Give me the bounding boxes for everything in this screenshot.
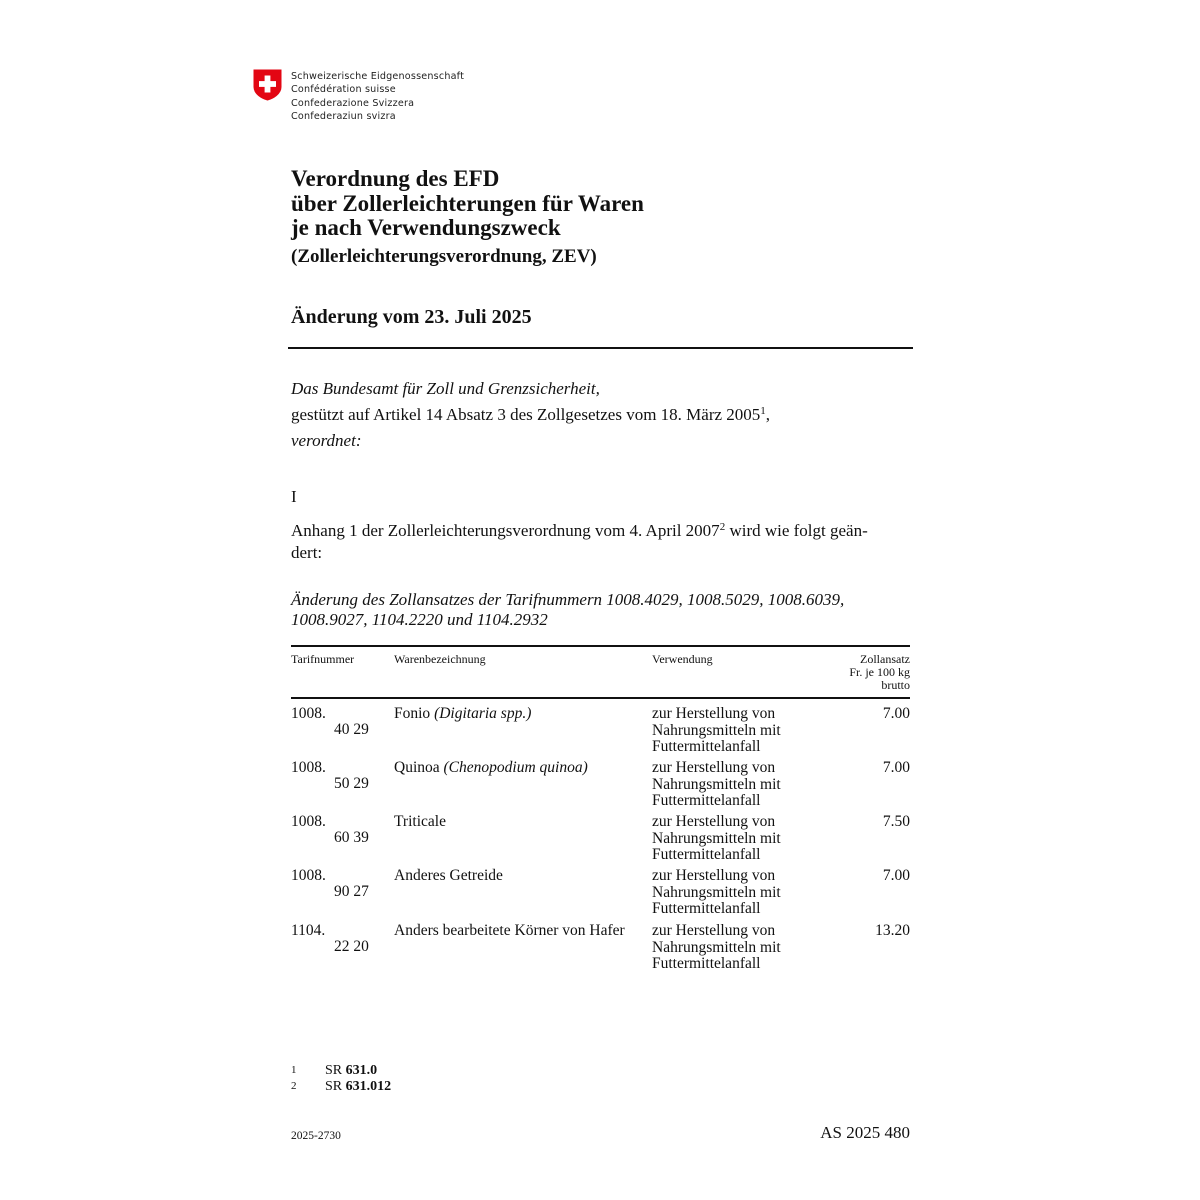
row-goods-latin: (Digitaria spp.) xyxy=(434,705,532,722)
row-goods xyxy=(394,760,588,777)
table-row xyxy=(0,868,1200,922)
table-row xyxy=(0,814,1200,868)
section-text-line-2: dert: xyxy=(291,543,323,562)
preamble-basis-text: gestützt auf Artikel 14 Absatz 3 des Zollgesetzes vom 18. März 2005 xyxy=(291,405,761,424)
short-title: (Zollerleichterungsverordnung, ZEV) xyxy=(291,246,597,267)
table-header-goods: Warenbezeichnung xyxy=(394,652,486,666)
row-rate: 13.20 xyxy=(875,922,910,939)
row-use-line-1: zur Herstellung von xyxy=(652,813,776,830)
table-header-rate-line-2: Fr. je 100 kg xyxy=(849,665,910,679)
table-header-use: Verwendung xyxy=(652,652,713,666)
row-use xyxy=(652,868,781,918)
row-tariff-suffix: 90 27 xyxy=(334,883,369,900)
row-use-line-2: Nahrungsmitteln mit xyxy=(652,938,781,956)
row-use xyxy=(652,706,781,756)
row-tariff-prefix: 1104. xyxy=(291,922,326,939)
row-use-line-3: Futtermittelanfall xyxy=(652,792,761,809)
confederation-names xyxy=(291,70,464,124)
amendment-date: Änderung vom 23. Juli 2025 xyxy=(291,306,532,328)
section-text-a: Anhang 1 der Zollerleichterungsverordnung vom 4. April 2007 xyxy=(291,521,720,540)
row-use xyxy=(652,760,781,810)
table-caption-line-2: 1008.9027, 1104.2220 und 1104.2932 xyxy=(291,610,548,629)
row-rate: 7.00 xyxy=(882,759,910,776)
official-collection-ref: AS 2025 480 xyxy=(820,1123,910,1142)
row-use-line-1: zur Herstellung von xyxy=(652,867,776,884)
title-line-3: je nach Verwendungszweck xyxy=(291,215,561,240)
section-text-line-1 xyxy=(291,520,868,542)
section-number: I xyxy=(291,487,297,506)
table-row xyxy=(0,923,1200,977)
table-row xyxy=(0,760,1200,814)
confederation-name-rm: Confederaziun svizra xyxy=(291,111,396,123)
table-header-tariff: Tarifnummer xyxy=(291,652,355,666)
row-use-line-3: Futtermittelanfall xyxy=(652,738,761,755)
row-goods-name: Anders bearbeitete Körner von Hafer xyxy=(394,922,625,939)
row-use-line-3: Futtermittelanfall xyxy=(652,846,761,863)
preamble-decrees: verordnet: xyxy=(291,431,362,450)
row-goods-latin: (Chenopodium quinoa) xyxy=(443,759,588,776)
confederation-name-de: Schweizerische Eidgenossenschaft xyxy=(291,71,465,82)
row-use-line-1: zur Herstellung von xyxy=(652,922,776,939)
row-use-line-1: zur Herstellung von xyxy=(652,705,776,722)
row-tariff-prefix: 1008. xyxy=(291,759,326,776)
preamble-basis-end: , xyxy=(765,405,771,424)
swiss-cross-icon xyxy=(253,69,282,101)
preamble-authority: Das Bundesamt für Zoll und Grenzsicherheit, xyxy=(291,379,600,398)
row-use-line-2: Nahrungsmitteln mit xyxy=(652,775,781,793)
section-text-b: wird wie folgt geän- xyxy=(725,521,868,540)
row-use xyxy=(652,814,781,864)
row-tariff-prefix: 1008. xyxy=(291,813,326,830)
row-goods xyxy=(394,706,531,723)
title-line-1: Verordnung des EFD xyxy=(291,166,500,191)
row-goods xyxy=(394,814,446,831)
document-number: 2025-2730 xyxy=(291,1130,341,1142)
row-tariff-suffix: 60 39 xyxy=(334,829,369,846)
row-tariff-prefix: 1008. xyxy=(291,867,326,884)
row-use-line-2: Nahrungsmitteln mit xyxy=(652,829,781,847)
title-divider xyxy=(288,347,913,349)
preamble-basis xyxy=(291,404,770,426)
footnote-ref-1[interactable]: 1 xyxy=(760,405,766,417)
row-rate: 7.50 xyxy=(882,813,910,830)
table-header-rate-line-3: brutto xyxy=(881,678,910,692)
table-row xyxy=(0,706,1200,760)
confederation-name-fr: Confédération suisse xyxy=(291,84,396,96)
footnote-number: 2 xyxy=(291,1080,297,1092)
footnote-prefix: SR xyxy=(325,1079,346,1094)
row-goods-name: Triticale xyxy=(394,813,446,830)
row-use-line-2: Nahrungsmitteln mit xyxy=(652,883,781,901)
row-use-line-3: Futtermittelanfall xyxy=(652,900,761,917)
footnote-text xyxy=(325,1079,391,1095)
row-use-line-3: Futtermittelanfall xyxy=(652,955,761,972)
row-rate: 7.00 xyxy=(882,705,910,722)
row-rate: 7.00 xyxy=(882,867,910,884)
row-use-line-2: Nahrungsmitteln mit xyxy=(652,721,781,739)
table-header-rate xyxy=(790,653,910,692)
title-line-2: über Zollerleichterungen für Waren xyxy=(291,190,644,216)
footnote-sr-ref[interactable]: 631.012 xyxy=(345,1079,392,1094)
row-tariff-prefix: 1008. xyxy=(291,705,326,722)
table-caption-line-1: Änderung des Zollansatzes der Tarifnummern 1008.4029, 1008.5029, 1008.6039, xyxy=(291,590,845,609)
document-title xyxy=(291,167,644,241)
row-use xyxy=(652,923,781,973)
table-header-rate-line-1: Zollansatz xyxy=(860,652,910,666)
row-goods-name: Anderes Getreide xyxy=(394,867,503,884)
footnote-number: 1 xyxy=(291,1064,297,1076)
row-tariff-suffix: 50 29 xyxy=(334,775,369,792)
footnote-sr-ref[interactable]: 631.0 xyxy=(345,1063,378,1078)
footnote-text xyxy=(325,1063,377,1079)
footnote-prefix: SR xyxy=(325,1063,346,1078)
row-tariff-suffix: 22 20 xyxy=(334,938,369,955)
footnote-ref-2[interactable]: 2 xyxy=(719,521,726,533)
row-use-line-1: zur Herstellung von xyxy=(652,759,776,776)
confederation-name-it: Confederazione Svizzera xyxy=(291,97,415,109)
row-tariff-suffix: 40 29 xyxy=(334,721,369,738)
row-goods-name: Fonio xyxy=(394,705,435,722)
row-goods xyxy=(394,868,503,885)
row-goods-name: Quinoa xyxy=(394,759,444,776)
table-header-rule xyxy=(291,697,910,699)
row-goods xyxy=(394,923,625,940)
table-top-rule xyxy=(291,645,910,647)
